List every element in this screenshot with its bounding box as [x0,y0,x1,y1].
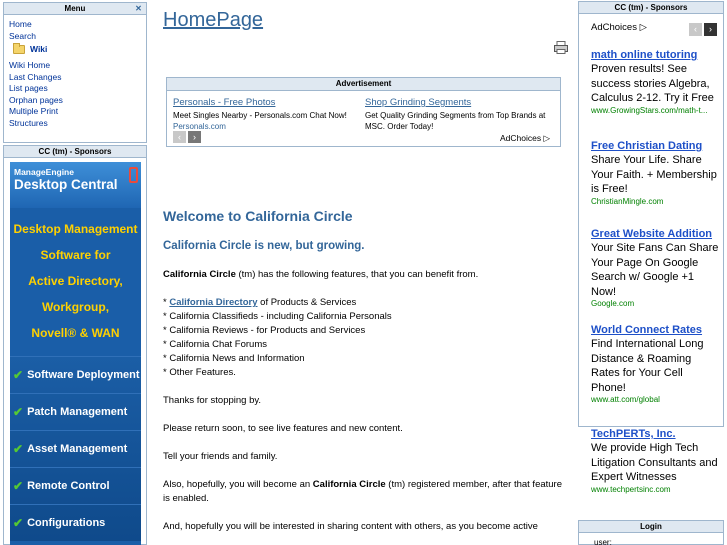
login-panel [578,520,724,545]
ad-body: Meet Singles Nearby - Personals.com Chat Now! [173,111,347,120]
menu-item-orphan-pages[interactable]: Orphan pages [9,94,63,105]
sponsor-ad-url[interactable]: www.att.com/global [591,395,660,404]
chart-icon [129,167,138,183]
sponsor-ad-title[interactable]: World Connect Rates [591,324,703,336]
wiki-label[interactable]: Wiki [30,44,48,54]
menu-panel [3,2,147,143]
banner-line: Novell® & WAN [31,326,120,340]
menu-list [4,15,146,129]
feature-item: * California News and Information [163,353,305,364]
print-icon[interactable] [554,41,568,54]
menu-item-last-changes[interactable]: Last Changes [9,71,62,82]
thanks-paragraph: Thanks for stopping by. [163,395,262,406]
check-icon: ✔ [13,516,24,530]
login-user-label: user: [594,538,612,545]
menu-header [4,3,146,15]
left-sponsor-panel [3,145,147,545]
banner-header [10,162,141,208]
sponsor-ad-body: Find International Long Distance & Roaming Rates for Your Cell Phone! [591,338,704,394]
ad-body: Get Quality Grinding Segments from Top Brands at MSC. Order Today! [365,111,546,131]
page-title[interactable]: HomePage [163,9,264,31]
sponsor-ad-url[interactable]: Google.com [591,299,635,308]
menu-item-multiple-print[interactable]: Multiple Print [9,106,59,116]
banner-tagline [10,208,141,346]
left-sponsor-header: CC (tm) - Sponsors [4,146,146,158]
sponsor-ad[interactable] [591,227,719,323]
sponsor-ad[interactable] [591,139,719,227]
main-content [152,0,572,545]
adchoices-link[interactable]: AdChoices ▷ [499,133,550,143]
return-paragraph: Please return soon, to see live features and new content. [163,423,403,434]
banner-feature-label: Software Deployment [27,369,140,381]
sponsor-ad[interactable] [591,323,719,427]
brand-text: California Circle [163,269,236,280]
ad-unit[interactable] [365,97,555,132]
sponsor-ad-url[interactable]: www.techpertsinc.com [591,484,671,494]
sponsor-ad-list [591,48,719,494]
check-icon: ✔ [13,442,24,456]
banner-feature-label: Remote Control [27,480,110,492]
banner-feature-label: Asset Management [27,443,128,455]
right-sponsor-header: CC (tm) - Sponsors [579,2,723,14]
feature-item: * California Classifieds - including California Personals [163,311,392,322]
subheading: California Circle is new, but growing. [163,240,365,252]
banner-feature [10,393,141,430]
intro-paragraph [163,268,568,282]
member-text: Also, hopefully, you will become an [163,479,313,490]
menu-item-structures[interactable]: Structures [9,117,48,128]
sponsor-ad-title[interactable]: math online tutoring [591,49,698,61]
banner-feature [10,356,141,393]
feature-list [163,296,568,380]
banner-feature [10,467,141,504]
advertisement-box [166,77,561,147]
sponsor-ad-url[interactable]: www.GrowingStars.com/math-t... [591,105,708,115]
sponsor-ad-body: Your Site Fans Can Share Your Page On Google Search w/ Google +1 Now! [591,242,719,298]
ad-pager [687,23,717,36]
intro-text: (tm) has the following features, that you can benefit from. [235,269,479,280]
folder-icon [13,45,25,54]
sponsor-ad[interactable] [591,427,719,494]
banner-feature-label: Configurations [27,517,106,529]
banner-line: Workgroup, [41,300,110,314]
sponsor-ad-title[interactable]: Free Christian Dating [591,140,703,152]
chevron-left-icon[interactable]: ‹ [689,23,702,36]
directory-link[interactable]: California Directory [169,297,258,308]
sponsor-ad-title[interactable]: Great Website Addition [591,228,713,240]
bullet: * [163,297,170,308]
wiki-section[interactable] [13,44,141,54]
adchoices-link[interactable]: AdChoices ▷ [591,22,647,33]
welcome-heading: Welcome to California Circle [163,208,353,224]
sponsor-ad[interactable] [591,48,719,139]
login-header: Login [579,521,723,533]
banner-feature [10,504,141,541]
feature-item: * Other Features. [163,367,236,378]
check-icon: ✔ [13,479,24,493]
banner-brand: ManageEngine [14,167,74,177]
feature-item: * California Reviews - for Products and Services [163,325,366,336]
directory-text: of Products & Services [257,297,357,308]
right-sponsor-panel [578,1,724,494]
ad-pager [173,131,203,143]
banner-line: Desktop Management [13,222,138,236]
advertisement-header: Advertisement [167,78,560,91]
sponsor-ad-title[interactable]: TechPERTs, Inc. [591,428,676,440]
member-paragraph [163,478,568,506]
chevron-right-icon[interactable]: › [704,23,717,36]
tell-paragraph: Tell your friends and family. [163,451,278,462]
feature-item: * California Chat Forums [163,339,268,350]
menu-title: Menu [64,4,86,13]
ad-title[interactable]: Shop Grinding Segments [365,97,472,108]
menu-item-list-pages[interactable]: List pages [9,83,48,93]
brand-text: California Circle [312,479,386,490]
check-icon: ✔ [13,368,24,382]
banner-product: Desktop Central [14,177,118,192]
check-icon: ✔ [13,405,24,419]
ad-unit[interactable] [173,97,363,131]
banner-feature [10,430,141,467]
menu-item-wiki-home[interactable]: Wiki Home [9,60,51,70]
collapse-icon[interactable]: ✕ [135,4,142,13]
chevron-right-icon[interactable]: › [188,131,201,143]
banner-feature-list [10,356,141,541]
banner-feature-label: Patch Management [27,406,128,418]
menu-item-search[interactable]: Search [9,30,36,41]
member-text: (tm) registered member, after that feature is enabled. [163,479,563,504]
banner-line: Software for [40,248,111,262]
banner-line: Active Directory, [28,274,123,288]
sponsor-ad-body: We provide High Tech Litigation Consultants and Expert Witnesses [591,442,718,483]
manageengine-banner[interactable] [10,162,141,545]
sponsor-ad-body: Proven results! See success stories Algebra, Calculus 2-12. Try it Free [591,63,714,104]
sharing-paragraph: And, hopefully you will be interested in sharing content with others, as you become active [163,521,538,532]
sponsor-ad-body: Share Your Life. Share Your Faith. + Membership is Free! [591,154,717,195]
sponsor-ad-url[interactable]: ChristianMingle.com [591,196,664,206]
menu-item-home[interactable]: Home [9,19,32,29]
ad-title[interactable]: Personals - Free Photos [173,97,276,108]
article-body [163,208,568,545]
chevron-left-icon[interactable]: ‹ [173,131,186,143]
ad-url[interactable]: Personals.com [173,121,226,131]
